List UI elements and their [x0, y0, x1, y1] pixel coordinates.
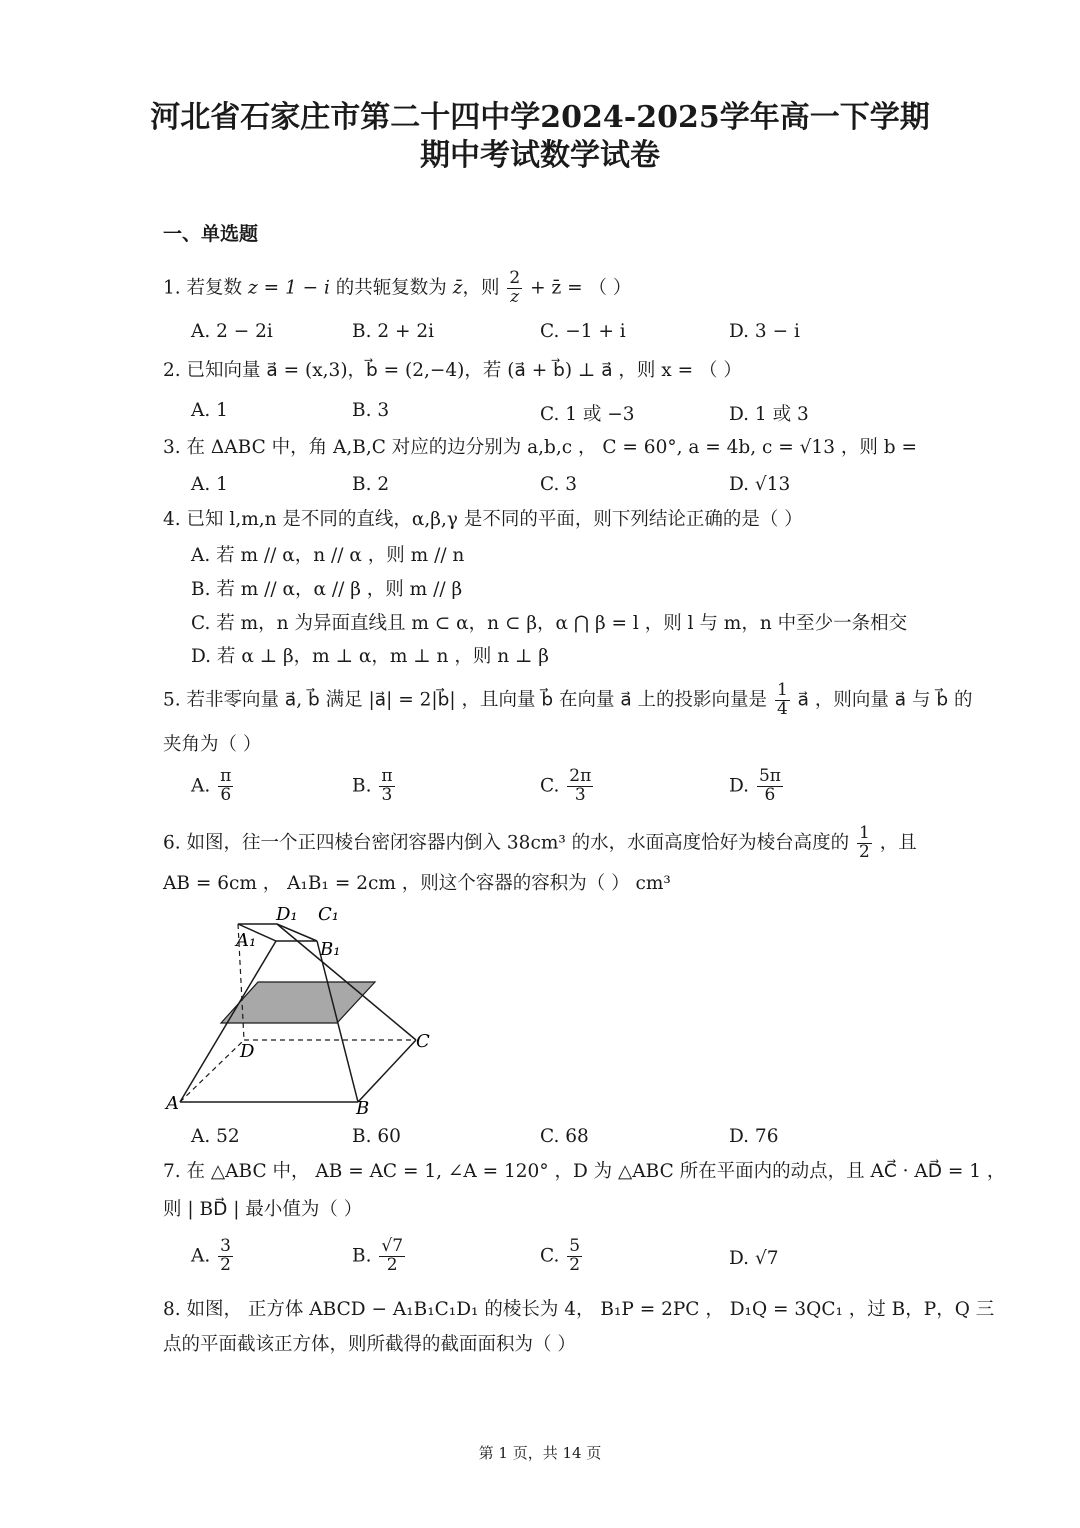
label-c1: C₁: [318, 904, 339, 925]
section-heading: 一、单选题: [163, 223, 259, 245]
frustum-figure: [160, 900, 450, 1120]
q5-option-a: A. $\frac{\pi}{6}$: [191, 766, 232, 805]
q4-option-b: B. 若 m // α，α // β ，则 m // β: [191, 579, 463, 600]
fraction: $\frac{1}{2}$: [859, 823, 870, 862]
q7-option-c: C. $\frac{5}{2}$: [540, 1236, 581, 1275]
q2-option-b: B. 3: [352, 400, 390, 421]
exam-title-line1: 河北省石家庄市第二十四中学2024-2025学年高一下学期: [150, 100, 930, 135]
q7-option-d: D. √7: [729, 1248, 779, 1269]
label-c: C: [416, 1031, 430, 1052]
q5-option-c: C. $\frac{2\pi}{3}$: [540, 766, 592, 805]
question-5-line2: 夹角为（ ）: [163, 734, 262, 755]
label-d: D: [240, 1041, 255, 1062]
q4-option-c: C. 若 m，n 为异面直线且 m ⊂ α，n ⊂ β，α ⋂ β = l ，则 l 与 m，n 中至少一条相交: [191, 613, 908, 634]
q7-option-b: B. $\frac{√7}{2}$: [352, 1236, 404, 1275]
q4-option-d: D. 若 α ⊥ β，m ⊥ α，m ⊥ n ，则 n ⊥ β: [191, 646, 550, 667]
q1-option-d: D. 3 − i: [729, 321, 800, 342]
q2-option-c: C. 1 或 −3: [540, 404, 635, 425]
q4-option-a: A. 若 m // α，n // α ，则 m // n: [191, 545, 465, 566]
page-footer: 第 1 页，共 14 页: [478, 1444, 602, 1462]
fraction: $\frac{1}{4}$: [776, 680, 788, 719]
q1-option-a: A. 2 − 2i: [191, 321, 273, 342]
question-7: 7. 在 △ABC 中， AB = AC = 1, ∠A = 120° ，D 为 △ABC 所在平面内的动点，且 AC⃗ · AD⃗ = 1 ，: [163, 1161, 1006, 1182]
q3-option-d: D. √13: [729, 474, 791, 495]
label-b: B: [356, 1098, 370, 1119]
q2-option-d: D. 1 或 3: [729, 404, 809, 425]
q5-option-d: D. $\frac{5\pi}{6}$: [729, 766, 781, 805]
question-7-line2: 则 | BD⃗ | 最小值为（ ）: [163, 1199, 363, 1220]
fraction: $\frac{2}{z}$: [509, 268, 521, 307]
q7-option-a: A. $\frac{3}{2}$: [191, 1236, 231, 1275]
q1-option-b: B. 2 + 2i: [352, 321, 435, 342]
exam-title-line2: 期中考试数学试卷: [420, 138, 660, 173]
q6-option-a: A. 52: [191, 1126, 240, 1147]
label-a: A: [166, 1093, 179, 1114]
question-8-line2: 点的平面截该正方体，则所截得的截面面积为（ ）: [163, 1334, 576, 1355]
label-b1: B₁: [320, 939, 341, 960]
q5-option-b: B. $\frac{\pi}{3}$: [352, 766, 393, 805]
label-d1: D₁: [276, 904, 298, 925]
question-4: 4. 已知 l,m,n 是不同的直线，α,β,γ 是不同的平面，则下列结论正确的是（ ）: [163, 509, 803, 530]
question-6-line2: AB = 6cm ， A₁B₁ = 2cm ，则这个容器的容积为（ ） cm³: [163, 873, 671, 894]
q6-option-d: D. 76: [729, 1126, 779, 1147]
question-1: 1. 若复数 z = 1 − i 的共轭复数为 z̄，则 $\frac{2}{z}$ + z̄ = （ ）: [163, 268, 632, 307]
question-2: 2. 已知向量 a⃗ = (x,3)，b⃗ = (2,−4)，若 (a⃗ + b⃗) ⊥ a⃗ ，则 x = （ ）: [163, 360, 742, 381]
q6-option-b: B. 60: [352, 1126, 401, 1147]
label-a1: A₁: [236, 930, 257, 951]
q3-option-a: A. 1: [191, 474, 228, 495]
question-6: 6. 如图，往一个正四棱台密闭容器内倒入 38cm³ 的水，水面高度恰好为棱台高度的 $\frac{1}{2}$ ，且: [163, 823, 917, 862]
q6-option-c: C. 68: [540, 1126, 589, 1147]
q1-option-c: C. −1 + i: [540, 321, 626, 342]
q2-option-a: A. 1: [191, 400, 228, 421]
question-5: 5. 若非零向量 a⃗, b⃗ 满足 |a⃗| = 2|b⃗| ，且向量 b⃗ 在向量 a⃗ 上的投影向量是 $\frac{1}{4}$ a⃗ ，则向量 a⃗ 与 b⃗ 的: [163, 680, 973, 719]
question-8: 8. 如图， 正方体 ABCD − A₁B₁C₁D₁ 的棱长为 4， B₁P = 2PC ， D₁Q = 3QC₁ ，过 B，P，Q 三: [163, 1299, 995, 1320]
water-surface: [221, 982, 375, 1023]
question-3: 3. 在 ΔABC 中，角 A,B,C 对应的边分别为 a,b,c ， C = 60°, a = 4b, c = √13 ，则 b =: [163, 437, 917, 458]
q3-option-c: C. 3: [540, 474, 578, 495]
q3-option-b: B. 2: [352, 474, 390, 495]
